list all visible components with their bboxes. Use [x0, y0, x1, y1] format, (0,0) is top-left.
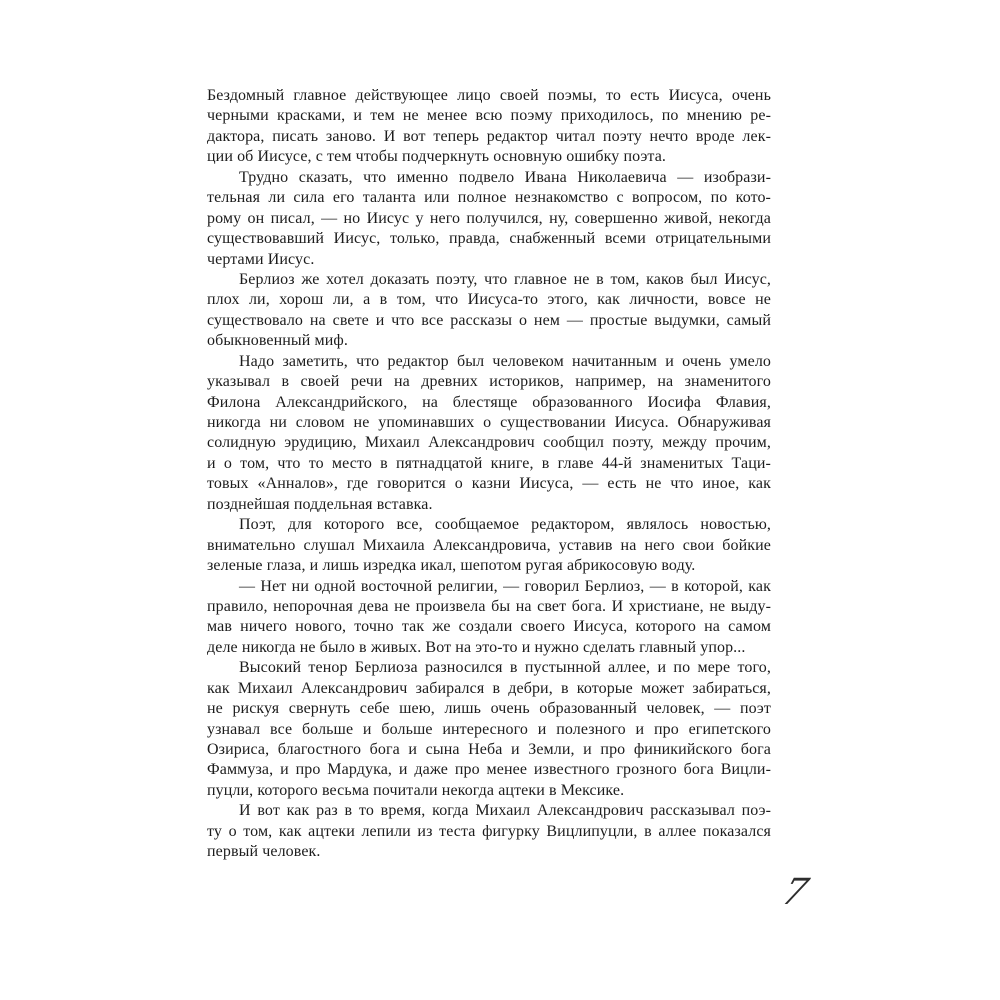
- page-number: 7: [776, 872, 814, 913]
- text-line: деле никогда не было в живых. Вот на это-то и нужно сделать главный упор...: [207, 638, 746, 656]
- text-line: плох ли, хорош ли, а в том, что Иисуса-то этого, как личности, вовсе не: [207, 291, 771, 309]
- text-line: существовавший Иисус, только, правда, снабженный всеми отрицательными: [207, 230, 771, 248]
- text-line: позднейшая поддельная вставка.: [207, 495, 433, 513]
- text-line: тельная ли сила его таланта или полное незнакомство с вопросом, по кото-: [207, 189, 771, 207]
- text-line: узнавал все больше и больше интересного и полезного и про египетского: [207, 720, 771, 738]
- text-line: Филона Александрийского, на блестяще образованного Иосифа Флавия,: [207, 393, 771, 411]
- paragraph: [207, 577, 771, 659]
- text-line: зеленые глаза, и лишь изредка икал, шепотом ругая абрикосовую воду.: [207, 557, 696, 575]
- text-line: товых «Анналов», где говорится о казни Иисуса, — есть не что иное, как: [207, 475, 771, 493]
- text-line: Озириса, благостного бога и сына Неба и Земли, и про финикийского бога: [207, 741, 771, 758]
- text-line: внимательно слушал Михаила Александровича, уставив на него свои бойкие: [207, 536, 771, 554]
- text-line: — Нет ни одной восточной религии, — говорил Берлиоз, — в которой, как: [239, 577, 771, 595]
- paragraph: [207, 352, 771, 516]
- text-line: дактора, писать заново. И вот теперь редактор читал поэту нечто вроде лек-: [207, 127, 771, 145]
- paragraph: [207, 515, 771, 576]
- page-text-block: [207, 86, 771, 863]
- paragraph: [207, 270, 771, 352]
- text-line: Фаммуза, и про Мардука, и даже про менее известного грозного бога Вицли-: [207, 761, 771, 779]
- text-line: И вот как раз в то время, когда Михаил Александрович рассказывал поэ-: [239, 802, 771, 820]
- text-line: Поэт, для которого все, сообщаемое редактором, являлось новостью,: [239, 516, 771, 534]
- text-line: Берлиоз же хотел доказать поэту, что главное не в том, каков был Иисус,: [239, 270, 771, 288]
- text-line: как Михаил Александрович забирался в дебри, в которые может забираться,: [207, 679, 771, 697]
- paragraph: [207, 658, 771, 801]
- text-line: мав ничего нового, точно так же создали своего Иисуса, которого на самом: [207, 618, 771, 636]
- paragraph: [207, 801, 771, 862]
- text-line: чертами Иисус.: [207, 250, 315, 268]
- text-line: Трудно сказать, что именно подвело Ивана Николаевича — изобрази-: [239, 168, 771, 186]
- text-line: существовало на свете и что все рассказы о нем — простые выдумки, самый: [207, 311, 771, 329]
- text-line: Бездомный главное действующее лицо своей поэмы, то есть Иисуса, очень: [207, 87, 771, 104]
- text-line: Надо заметить, что редактор был человеком начитанным и очень умело: [239, 352, 771, 370]
- text-line: правило, непорочная дева не произвела бы на свет бога. И христиане, не выду-: [207, 597, 771, 615]
- text-line: никогда ни словом не упоминавших о существовании Иисуса. Обнаруживая: [207, 414, 771, 431]
- paragraph: [207, 86, 771, 168]
- text-line: указывал в своей речи на древних историков, например, на знаменитого: [207, 373, 771, 391]
- text-line: Высокий тенор Берлиоза разносился в пустынной аллее, и по мере того,: [239, 659, 771, 677]
- text-line: солидную эрудицию, Михаил Александрович сообщил поэту, между прочим,: [207, 434, 771, 452]
- text-line: рому он писал, — но Иисус у него получился, ну, совершенно живой, некогда: [207, 209, 771, 227]
- text-line: ции об Иисусе, с тем чтобы подчеркнуть основную ошибку поэта.: [207, 148, 667, 166]
- text-line: обыкновенный миф.: [207, 332, 348, 350]
- text-line: пуцли, которого весьма почитали некогда ацтеки в Мексике.: [207, 781, 625, 799]
- paragraph: [207, 168, 771, 270]
- text-line: черными красками, и тем не менее всю поэму приходилось, по мнению ре-: [207, 107, 771, 125]
- text-line: ту о том, как ацтеки лепили из теста фигурку Вицлипуцли, в аллее показался: [207, 822, 771, 840]
- text-line: не рискуя свернуть себе шею, лишь очень образованный человек, — поэт: [207, 700, 771, 718]
- text-line: первый человек.: [207, 843, 321, 861]
- text-line: и о том, что то место в пятнадцатой книге, в главе 44-й знаменитых Таци-: [207, 454, 771, 472]
